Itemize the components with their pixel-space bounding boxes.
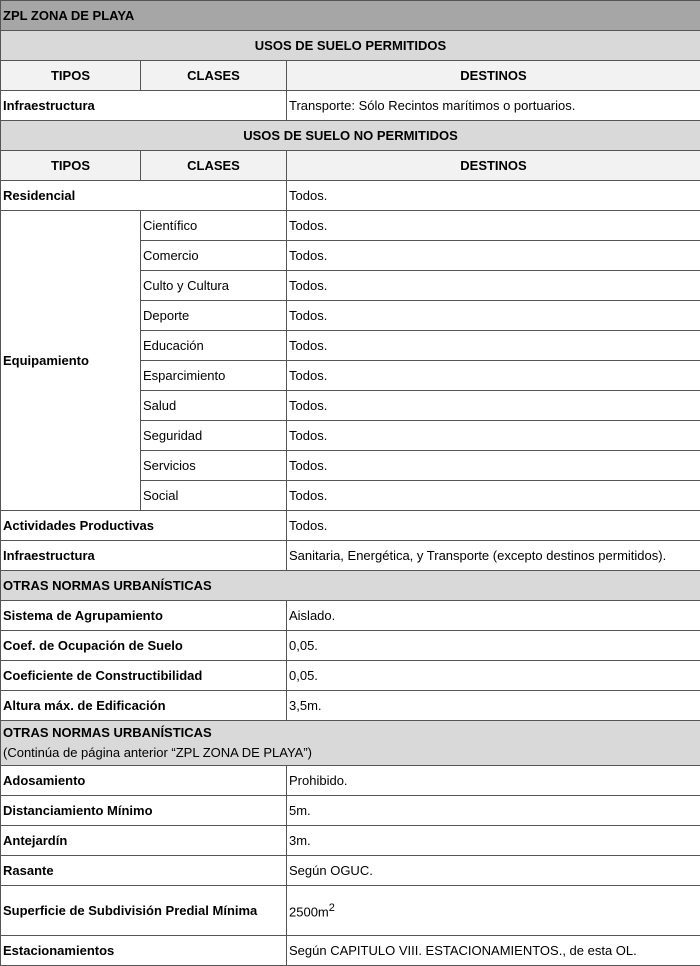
table-row — [1, 601, 700, 631]
norm-value: 0,05. — [287, 661, 700, 691]
clase-cell: Seguridad — [141, 421, 287, 451]
norm-label: Altura máx. de Edificación — [1, 691, 287, 721]
destino-cell: Todos. — [287, 481, 700, 511]
clase-cell: Servicios — [141, 451, 287, 481]
norm-label: Estacionamientos — [1, 936, 287, 966]
table-row — [1, 766, 700, 796]
norm-label: Coeficiente de Constructibilidad — [1, 661, 287, 691]
destino-cell: Todos. — [287, 391, 700, 421]
destino-cell: Todos. — [287, 451, 700, 481]
clase-cell: Salud — [141, 391, 287, 421]
destino-cell: Todos. — [287, 361, 700, 391]
superscript: 2 — [329, 902, 335, 914]
norm-label: Adosamiento — [1, 766, 287, 796]
destino-cell: Todos. — [287, 421, 700, 451]
clase-cell: Social — [141, 481, 287, 511]
table-row — [1, 631, 700, 661]
destino-cell: Todos. — [287, 511, 700, 541]
norm-label: Distanciamiento Mínimo — [1, 796, 287, 826]
norm-value: 5m. — [287, 796, 700, 826]
destino-cell: Todos. — [287, 331, 700, 361]
clase-cell: Culto y Cultura — [141, 271, 287, 301]
tipo-cell: Infraestructura — [1, 541, 287, 571]
clase-cell: Deporte — [141, 301, 287, 331]
column-header-tipos: TIPOS — [1, 151, 141, 181]
table-row — [1, 511, 700, 541]
other-norms-heading: OTRAS NORMAS URBANÍSTICAS — [1, 571, 700, 601]
table-row — [1, 691, 700, 721]
table-row — [1, 661, 700, 691]
norm-value: Según OGUC. — [287, 856, 700, 886]
norm-value: Aislado. — [287, 601, 700, 631]
column-header-clases: CLASES — [141, 61, 287, 91]
norm-value: 3,5m. — [287, 691, 700, 721]
tipo-cell: Equipamiento — [1, 211, 141, 511]
norm-value — [287, 886, 700, 936]
continuation-note: (Continúa de página anterior “ZPL ZONA DE PLAYA”) — [3, 743, 698, 763]
tipo-cell: Residencial — [1, 181, 287, 211]
table-row — [1, 796, 700, 826]
destino-cell: Sanitaria, Energética, y Transporte (excepto destinos permitidos). — [287, 541, 700, 571]
table-row — [1, 856, 700, 886]
tipo-cell: Infraestructura — [1, 91, 287, 121]
clase-cell: Comercio — [141, 241, 287, 271]
norm-label: Coef. de Ocupación de Suelo — [1, 631, 287, 661]
table-row — [1, 541, 700, 571]
norm-label: Rasante — [1, 856, 287, 886]
norm-label: Antejardín — [1, 826, 287, 856]
table-row — [1, 826, 700, 856]
clase-cell: Científico — [141, 211, 287, 241]
destino-cell: Todos. — [287, 241, 700, 271]
table-row — [1, 936, 700, 966]
norm-value: Prohibido. — [287, 766, 700, 796]
table-title: ZPL ZONA DE PLAYA — [1, 1, 700, 31]
value-text: 2500m — [289, 904, 329, 919]
not-permitted-heading: USOS DE SUELO NO PERMITIDOS — [1, 121, 700, 151]
column-header-destinos: DESTINOS — [287, 61, 700, 91]
other-norms-continued-heading — [1, 721, 700, 766]
destino-cell: Todos. — [287, 211, 700, 241]
column-header-destinos: DESTINOS — [287, 151, 700, 181]
norm-value: 0,05. — [287, 631, 700, 661]
destino-cell: Todos. — [287, 271, 700, 301]
table-row — [1, 181, 700, 211]
norm-value: 3m. — [287, 826, 700, 856]
clase-cell: Esparcimiento — [141, 361, 287, 391]
tipo-cell: Actividades Productivas — [1, 511, 287, 541]
destino-cell: Todos. — [287, 181, 700, 211]
column-header-tipos: TIPOS — [1, 61, 141, 91]
destino-cell: Transporte: Sólo Recintos marítimos o portuarios. — [287, 91, 700, 121]
norm-label: Sistema de Agrupamiento — [1, 601, 287, 631]
norm-label: Superficie de Subdivisión Predial Mínima — [1, 886, 287, 936]
destino-cell: Todos. — [287, 301, 700, 331]
clase-cell: Educación — [141, 331, 287, 361]
column-header-clases: CLASES — [141, 151, 287, 181]
table-row — [1, 91, 700, 121]
table-row — [1, 211, 700, 241]
norm-value: Según CAPITULO VIII. ESTACIONAMIENTOS., de esta OL. — [287, 936, 700, 966]
other-norms-heading: OTRAS NORMAS URBANÍSTICAS — [3, 723, 698, 743]
permitted-heading: USOS DE SUELO PERMITIDOS — [1, 31, 700, 61]
table-row — [1, 886, 700, 936]
